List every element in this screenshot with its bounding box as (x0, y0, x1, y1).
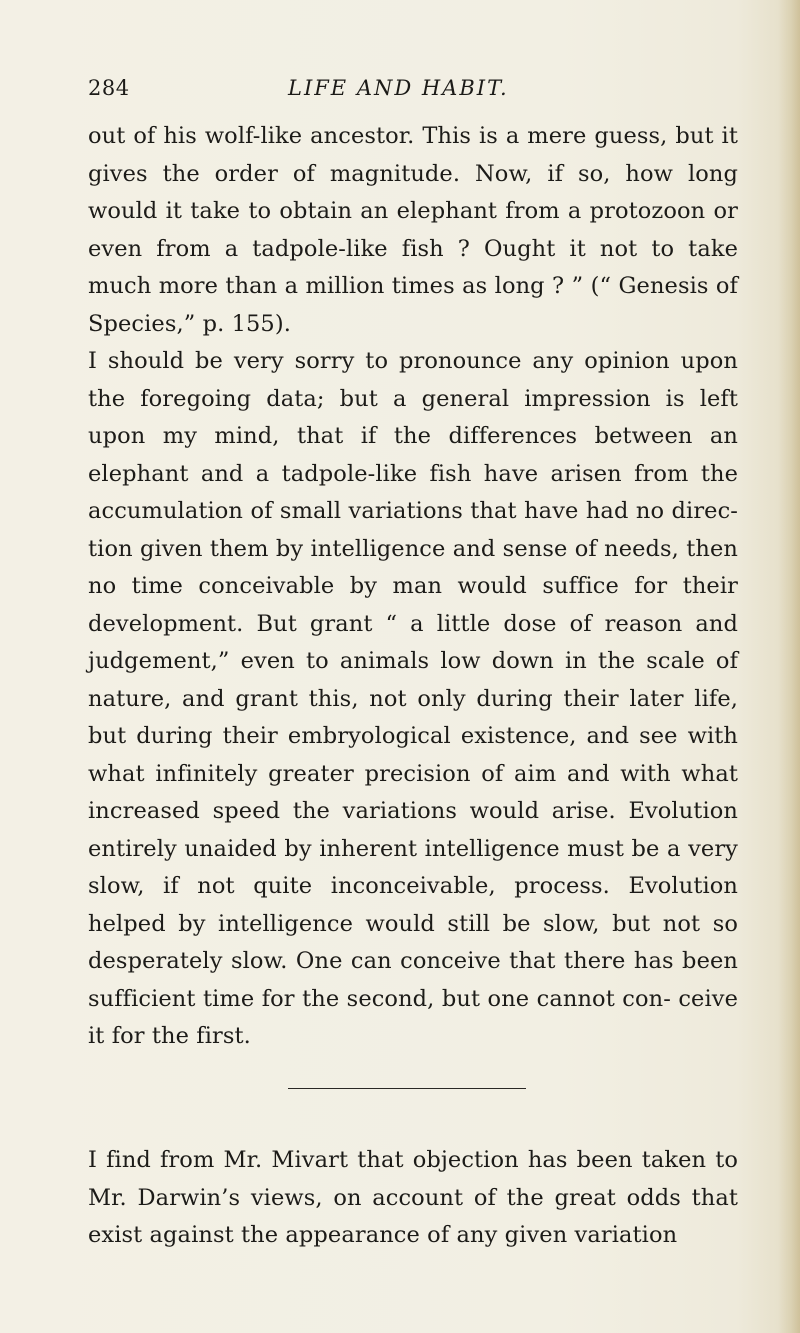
section-divider (288, 1088, 526, 1089)
paragraph-2: I should be very sorry to pronounce any opinion upon the foregoing data; but a general impression is left upon my mind, that if the differences between an elephant and a tadpole-like fish have arisen from the accumulation of small variations that have had no direc- tion given them by intelligence and sense of needs, then no time conceivable by man would suffice for their development. But grant “ a little dose of reason and judgement,” even to animals low down in the scale of nature, and grant this, not only during their later life, but during their embryological existence, and see with what infinitely greater precision of aim and with what increased speed the variations would arise. Evolution entirely unaided by inherent intelligence must be a very slow, if not quite inconceivable, process. Evolution helped by intelligence would still be slow, but not so desperately slow. One can conceive that there has been sufficient time for the second, but one cannot con- ceive it for the first. (88, 348, 738, 1049)
running-head: LIFE AND HABIT. (288, 76, 509, 100)
main-text (88, 118, 738, 1056)
page-header (88, 76, 728, 106)
paragraph-1: out of his wolf-like ancestor. This is a mere guess, but it gives the order of magnitude. Now, if so, how long would it take to obtain an elephant from a protozoon or even from a tadpole-like fish ? Ought it not to take much more than a million times as long ? ” (“ Genesis of Species,” p. 155). (88, 123, 738, 337)
page-number: 284 (88, 76, 130, 100)
page-edge-stain (778, 0, 800, 1333)
paragraph-3: I find from Mr. Mivart that objection has been taken to Mr. Darwin’s views, on account of the great odds that exist against the appearance of any given variation (88, 1147, 738, 1248)
continued-text (88, 1142, 738, 1255)
